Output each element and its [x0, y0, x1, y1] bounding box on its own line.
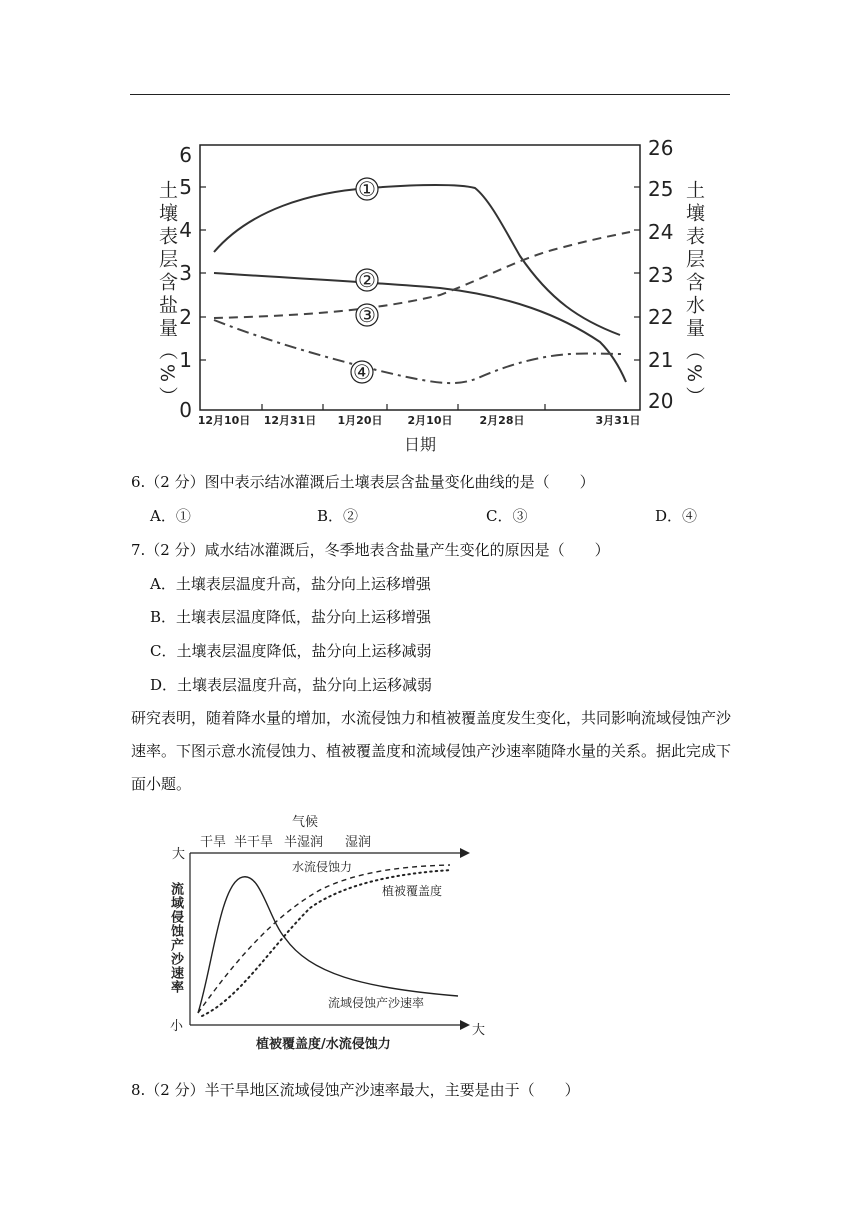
climate-semi-dry: 半干旱: [234, 835, 274, 850]
left-tick-2: 2: [179, 305, 192, 329]
x-axis-label-fig2: 植被覆盖度/水流侵蚀力: [256, 1037, 391, 1052]
x-tick-2: 12月31日: [263, 414, 317, 427]
x-ticks: [198, 414, 641, 427]
q6-stem: 6.（2 分）图中表示结冰灌溉后土壤表层含盐量变化曲线的是（ ）: [131, 473, 595, 491]
x-axis-label: 日期: [403, 435, 437, 454]
right-tick-23: 23: [648, 263, 674, 287]
left-tick-4: 4: [179, 218, 192, 242]
curve-1: [214, 185, 620, 335]
q7-option-c[interactable]: C．土壤表层温度降低，盐分向上运移减弱: [150, 642, 432, 660]
right-tick-22: 22: [648, 305, 674, 329]
right-tick-21: 21: [648, 348, 674, 372]
x-tick-1: 12月10日: [197, 414, 251, 427]
q7-option-a[interactable]: A．土壤表层温度升高，盐分向上运移增强: [150, 575, 431, 593]
marker-4: ④: [353, 360, 371, 384]
y-axis-label-fig2: 流域侵蚀产沙速率: [168, 882, 183, 994]
marker-3: ③: [358, 303, 376, 327]
q6-option-d[interactable]: D．④: [655, 507, 698, 525]
right-axis-label: 土壤表层含水量（%）: [683, 180, 705, 410]
y-small-label: 小: [170, 1019, 184, 1034]
right-tick-26: 26: [648, 136, 674, 160]
curve-3: [214, 232, 630, 318]
marker-2: ②: [358, 268, 376, 292]
q6-option-b[interactable]: B．②: [317, 507, 359, 525]
y-big-label: 大: [172, 847, 186, 862]
right-ticks: [648, 136, 673, 413]
left-tick-1: 1: [179, 348, 192, 372]
series-water-erosion: 水流侵蚀力: [292, 860, 353, 874]
series-vegetation-cover: 植被覆盖度: [382, 884, 443, 898]
climate-dry: 干旱: [200, 835, 227, 850]
q6-option-a[interactable]: A．①: [150, 507, 191, 525]
marker-1: ①: [358, 177, 376, 201]
left-tick-6: 6: [179, 143, 192, 167]
left-axis-label: 土壤表层含盐量（%）: [156, 180, 178, 410]
right-tick-25: 25: [648, 177, 674, 201]
q7-stem: 7.（2 分）咸水结冰灌溉后，冬季地表含盐量产生变化的原因是（ ）: [131, 541, 610, 559]
left-tick-3: 3: [179, 261, 192, 285]
x-tick-6: 3月31日: [595, 414, 641, 427]
q7-option-d[interactable]: D．土壤表层温度升高，盐分向上运移减弱: [150, 676, 433, 694]
q6-option-c[interactable]: C．③: [486, 507, 528, 525]
x-tick-5: 2月28日: [479, 414, 525, 427]
right-tick-20: 20: [648, 389, 674, 413]
fig2-title: 气候: [292, 815, 319, 830]
left-tick-5: 5: [179, 175, 192, 199]
climate-labels: [200, 834, 371, 850]
q7-option-b[interactable]: B．土壤表层温度降低，盐分向上运移增强: [150, 608, 432, 626]
x-tick-3: 1月20日: [337, 414, 383, 427]
curve-2: [214, 273, 626, 382]
q8-stem: 8.（2 分）半干旱地区流域侵蚀产沙速率最大，主要是由于（ ）: [131, 1081, 580, 1099]
x-big-label: 大: [472, 1023, 486, 1038]
climate-semi-humid: 半湿润: [284, 835, 324, 850]
figure-soil-chart: [140, 130, 700, 460]
passage-text: 研究表明，随着降水量的增加，水流侵蚀力和植被覆盖度发生变化，共同影响流域侵蚀产沙速率。下图示意水流侵蚀力、植被覆盖度和流域侵蚀产沙速率随降水量的关系。据此完成下面小题。: [131, 709, 732, 793]
left-ticks: [179, 143, 192, 422]
climate-humid: 湿润: [345, 835, 372, 850]
curve-markers: [351, 177, 378, 384]
right-tick-24: 24: [648, 220, 674, 244]
left-tick-0: 0: [179, 398, 192, 422]
header-rule: [130, 94, 730, 95]
x-tick-4: 2月10日: [407, 414, 453, 427]
series-sediment-rate: 流域侵蚀产沙速率: [328, 996, 425, 1010]
curve-4: [214, 320, 622, 383]
figure-erosion-diagram: [160, 808, 500, 1058]
